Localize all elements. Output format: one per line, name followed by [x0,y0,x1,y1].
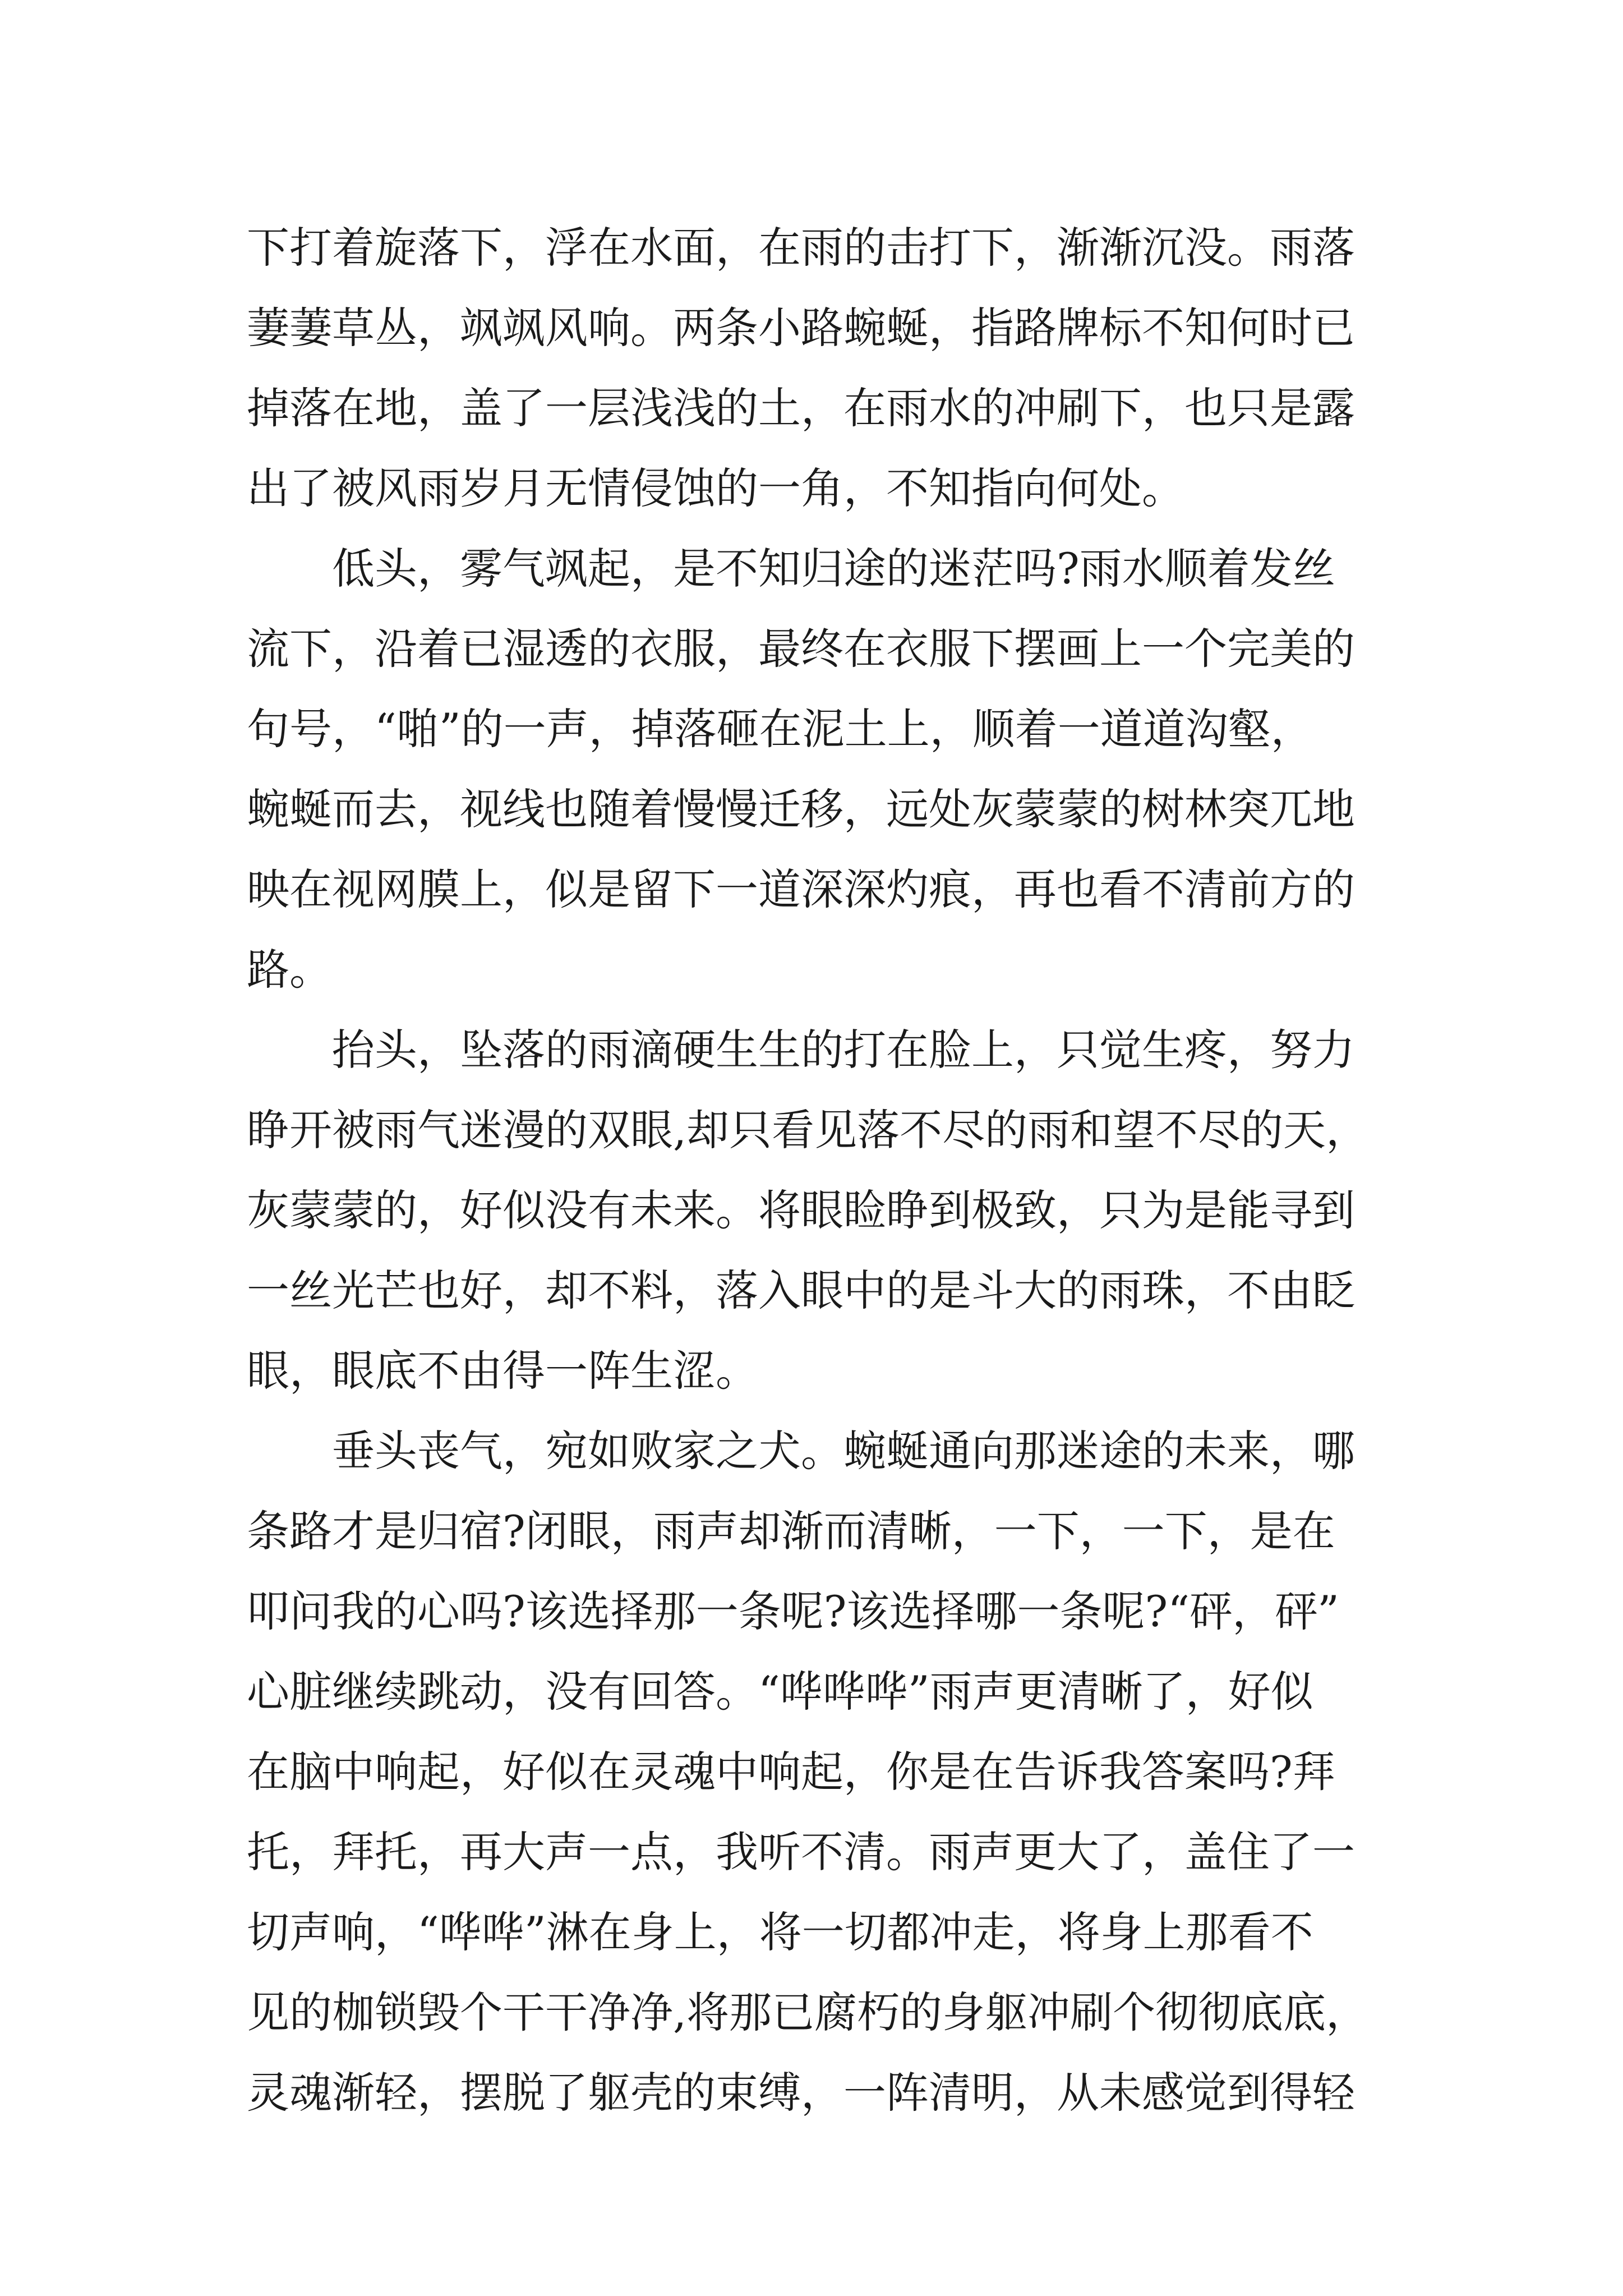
text-line: 见的枷锁毁个干干净净,将那已腐朽的身躯冲刷个彻彻底底， [247,1987,1369,2037]
text-line: 句号，“啪”的一声，掉落砸在泥土上，顺着一道道沟壑， [247,704,1313,754]
text-line: 路。 [247,945,332,995]
text-line: 托，拜托，再大声一点，我听不清。雨声更大了，盖住了一 [247,1827,1355,1877]
text-line: 蜿蜒而去，视线也随着慢慢迁移，远处灰蒙蒙的树林突兀地 [247,784,1355,834]
text-line: 条路才是归宿?闭眼，雨声却渐而清晰，一下，一下，是在 [247,1506,1335,1556]
text-line: 映在视网膜上，似是留下一道深深灼痕，再也看不清前方的 [247,864,1355,914]
text-line: 垂头丧气，宛如败家之犬。蜿蜒通向那迷途的未来，哪 [247,1426,1355,1476]
text-line: 出了被风雨岁月无情侵蚀的一角，不知指向何处。 [247,463,1184,513]
text-line: 萋萋草丛，飒飒风响。两条小路蜿蜒，指路牌标不知何时已 [247,303,1355,353]
text-line: 流下，沿着已湿透的衣服，最终在衣服下摆画上一个完美的 [247,624,1355,674]
text-line: 灰蒙蒙的，好似没有未来。将眼睑睁到极致，只为是能寻到 [247,1185,1355,1235]
text-line: 抬头，坠落的雨滴硬生生的打在脸上，只觉生疼，努力 [247,1025,1355,1075]
text-line: 低头，雾气飒起，是不知归途的迷茫吗?雨水顺着发丝 [247,544,1335,593]
text-line: 灵魂渐轻，摆脱了躯壳的束缚，一阵清明，从未感觉到得轻 [247,2068,1355,2118]
text-line: 在脑中响起，好似在灵魂中响起，你是在告诉我答案吗?拜 [247,1747,1335,1797]
text-line: 掉落在地，盖了一层浅浅的土，在雨水的冲刷下，也只是露 [247,383,1355,433]
text-line: 心脏继续跳动，没有回答。“哗哗哗”雨声更清晰了，好似 [247,1667,1313,1717]
text-line: 眼，眼底不由得一阵生涩。 [247,1346,758,1396]
text-line: 叩问我的心吗?该选择那一条呢?该选择哪一条呢?“砰，砰” [247,1586,1339,1636]
text-line: 睁开被雨气迷漫的双眼,却只看见落不尽的雨和望不尽的天， [247,1105,1369,1155]
text-line: 一丝光芒也好，却不料，落入眼中的是斗大的雨珠，不由眨 [247,1266,1355,1315]
text-line: 下打着旋落下，浮在水面，在雨的击打下，渐渐沉没。雨落 [247,223,1355,273]
body-text [247,208,1396,2133]
text-line: 切声响，“哗哗”淋在身上，将一切都冲走，将身上那看不 [247,1907,1313,1957]
